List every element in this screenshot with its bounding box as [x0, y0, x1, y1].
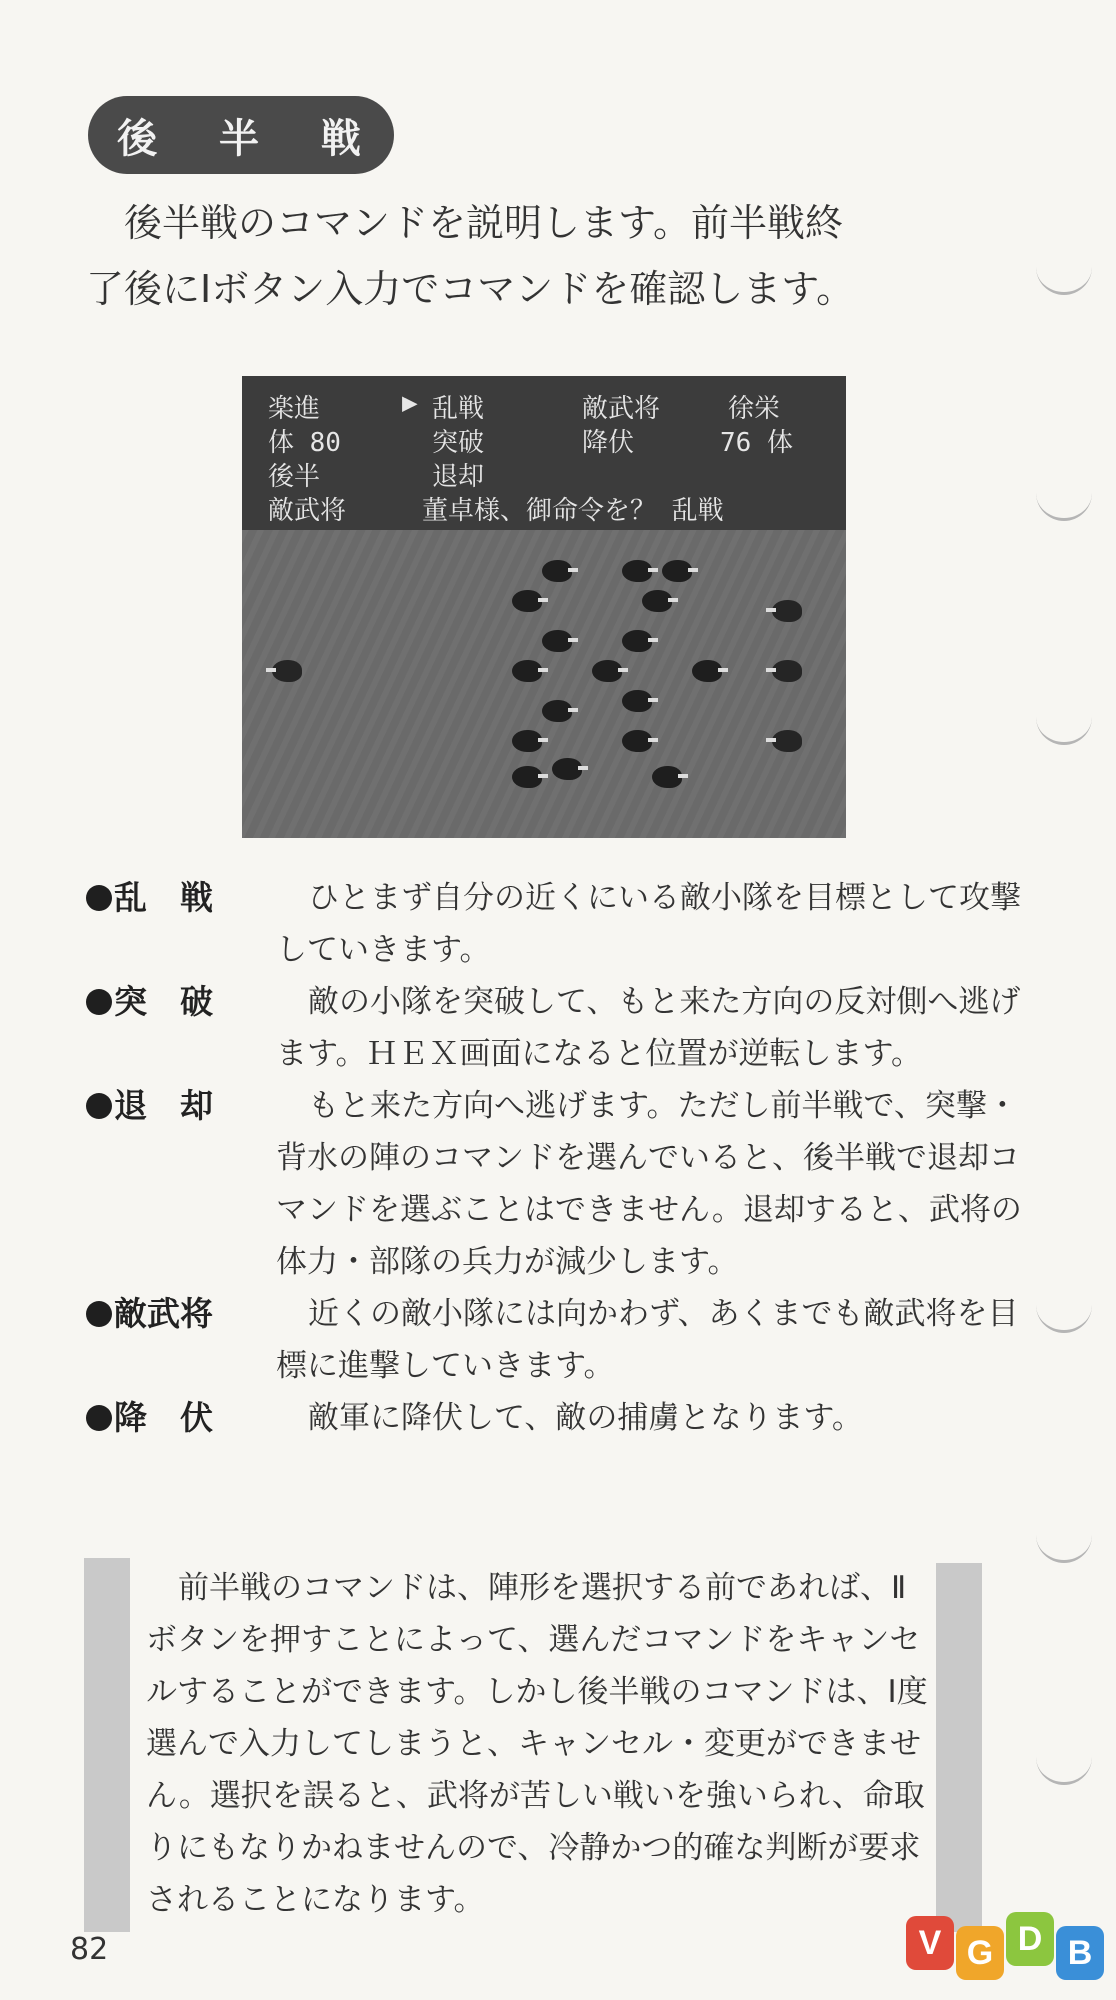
command-description: もと来た方向へ逃げます。ただし前半戦で、突撃・背水の陣のコマンドを選んでいると、後半戦で退却コマンドを選ぶことはできません。退却すると、武将の体力・部隊の兵力が減少します。 [276, 1088, 1022, 1280]
player-name: 楽進 [268, 394, 321, 424]
enemy-unit [622, 630, 652, 652]
command-entry-retreat [86, 1080, 1026, 1288]
enemy-unit [512, 730, 542, 752]
command-description: 敵の小隊を突破して、もと来た方向の反対側へ逃げます。ＨＥＸ画面になると位置が逆転します。 [276, 984, 1021, 1072]
binder-ring-hole [1036, 1530, 1092, 1563]
enemy-unit [512, 766, 542, 788]
binder-ring-hole [1036, 488, 1092, 521]
intro-text [86, 190, 946, 322]
enemy-unit [622, 690, 652, 712]
enemy-hp: 76 体 [720, 428, 793, 458]
binder-ring-hole [1036, 1752, 1092, 1785]
bullet-icon [86, 1093, 112, 1119]
command-name: 降 伏 [86, 1392, 213, 1444]
vgdb-logo [906, 1912, 1106, 1984]
enemy-unit [592, 660, 622, 682]
note-box [84, 1558, 982, 1932]
enemy-unit [542, 700, 572, 722]
note-bar-left [84, 1558, 130, 1932]
command-label: 敵武将 [268, 496, 347, 526]
bullet-icon [86, 885, 112, 911]
bullet-icon [86, 1301, 112, 1327]
menu-item-breakthrough: 突破 [432, 428, 485, 458]
enemy-unit [772, 600, 802, 622]
note-text: 前半戦のコマンドは、陣形を選択する前であれば、Ⅱボタンを押すことによって、選んだコマンドをキャンセルすることができます。しかし後半戦のコマンドは、Ⅰ度選んで入力してしまうと、キャンセル・変更ができません。選択を誤ると、武将が苦しい戦いを強いられ、命取りにもなりかねませんので、冷静かつ的確な判断が要求されることになります。 [146, 1570, 928, 1918]
enemy-unit [692, 660, 722, 682]
command-description: ひとまず自分の近くにいる敵小隊を目標として攻撃していきます。 [276, 880, 1021, 968]
command-name: 突 破 [86, 976, 213, 1028]
bullet-icon [86, 1405, 112, 1431]
player-hp: 体 80 [268, 428, 341, 458]
binder-ring-hole [1036, 1300, 1092, 1333]
enemy-unit [552, 758, 582, 780]
battle-hud [242, 376, 846, 530]
command-name: 退 却 [86, 1080, 213, 1132]
binder-ring-hole [1036, 262, 1092, 295]
enemy-unit [542, 560, 572, 582]
phase-label: 後半 [268, 462, 321, 492]
battlefield [242, 530, 846, 838]
enemy-command: 降伏 [582, 428, 635, 458]
enemy-unit [622, 730, 652, 752]
command-description: 敵軍に降伏して、敵の捕虜となります。 [308, 1400, 863, 1436]
menu-item-retreat: 退却 [432, 462, 485, 492]
enemy-unit [772, 660, 802, 682]
note-bar-right [936, 1563, 982, 1932]
menu-cursor-icon: ▶ [402, 388, 418, 418]
enemy-unit [512, 590, 542, 612]
enemy-unit [512, 660, 542, 682]
player-general-unit [272, 660, 302, 682]
enemy-label: 敵武将 [582, 394, 661, 424]
command-entry-enemy-general [86, 1288, 1026, 1392]
command-name: 乱 戦 [86, 872, 213, 924]
enemy-name: 徐栄 [728, 394, 781, 424]
intro-line-2: 了後にⅠボタン入力でコマンドを確認します。 [86, 267, 855, 311]
enemy-unit [662, 560, 692, 582]
intro-line-1: 後半戦のコマンドを説明します。前半戦終 [124, 201, 843, 245]
enemy-unit [642, 590, 672, 612]
order-prompt: 董卓様、御命令を？ 乱戦 [422, 496, 724, 526]
command-description: 近くの敵小隊には向かわず、あくまでも敵武将を目標に進撃していきます。 [276, 1296, 1019, 1384]
menu-item-melee: 乱戦 [432, 394, 485, 424]
logo-letter-b: B [1056, 1926, 1104, 1980]
page-number: 82 [70, 1932, 109, 1967]
enemy-unit [772, 730, 802, 752]
binder-ring-hole [1036, 712, 1092, 745]
command-entry-breakthrough [86, 976, 1026, 1080]
logo-letter-v: V [906, 1916, 954, 1970]
enemy-unit [652, 766, 682, 788]
enemy-unit [542, 630, 572, 652]
bullet-icon [86, 989, 112, 1015]
command-name: 敵武将 [86, 1288, 213, 1340]
command-entry-surrender [86, 1392, 1026, 1444]
logo-letter-g: G [956, 1926, 1004, 1980]
logo-letter-d: D [1006, 1912, 1054, 1966]
command-list [86, 872, 1026, 1444]
command-entry-melee [86, 872, 1026, 976]
enemy-unit [622, 560, 652, 582]
game-screenshot [242, 376, 846, 838]
section-title: 後 半 戦 [88, 96, 394, 174]
